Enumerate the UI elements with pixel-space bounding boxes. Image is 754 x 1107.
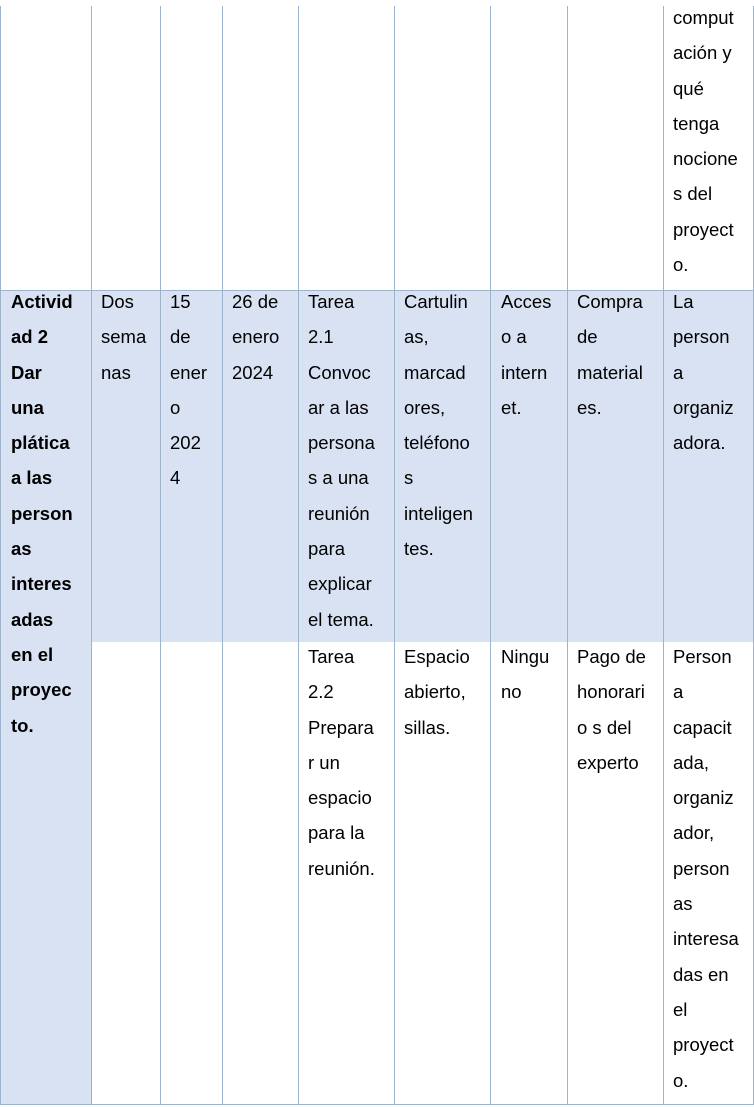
resources-cell: Cartulin as, marcad ores, teléfono s inteligen tes. [404, 291, 473, 560]
end-date-cell: 26 de enero 2024 [232, 291, 280, 383]
responsible-cell: Person a capacit ada, organiz ador, person as interesa das en el proyect o. [673, 646, 739, 1091]
resources-cell: Espacio abierto, sillas. [404, 646, 470, 738]
column-border [567, 6, 568, 1104]
row-border [0, 1104, 754, 1105]
column-border [298, 6, 299, 1104]
column-border [91, 6, 92, 1104]
column-border [0, 6, 1, 1104]
responsible-cell: La person a organiz adora. [673, 291, 734, 454]
activity-title-cell: Activid ad 2 Dar una plática a las person as interes adas en el proyec to. [11, 291, 73, 736]
column-border [222, 6, 223, 1104]
column-border [394, 6, 395, 1104]
costs-cell: Pago de honorari o s del experto [577, 646, 646, 773]
task-cell: Tarea 2.2 Prepara r un espacio para la reunión. [308, 646, 375, 879]
start-date-cell: 15 de ener o 202 4 [170, 291, 208, 489]
column-border [160, 6, 161, 1104]
column-border [490, 6, 491, 1104]
duration-cell: Dos sema nas [101, 291, 147, 383]
responsable-cell-continued: comput ación y qué tenga nocione s del proyect o. [673, 7, 738, 276]
services-cell: Acces o a intern et. [501, 291, 552, 418]
table-row-continuation [0, 0, 754, 290]
services-cell: Ningu no [501, 646, 550, 703]
task-cell: Tarea 2.1 Convoc ar a las persona s a una reunión para explicar el tema. [308, 291, 375, 630]
column-border [663, 6, 664, 1104]
costs-cell: Compra de material es. [577, 291, 643, 418]
